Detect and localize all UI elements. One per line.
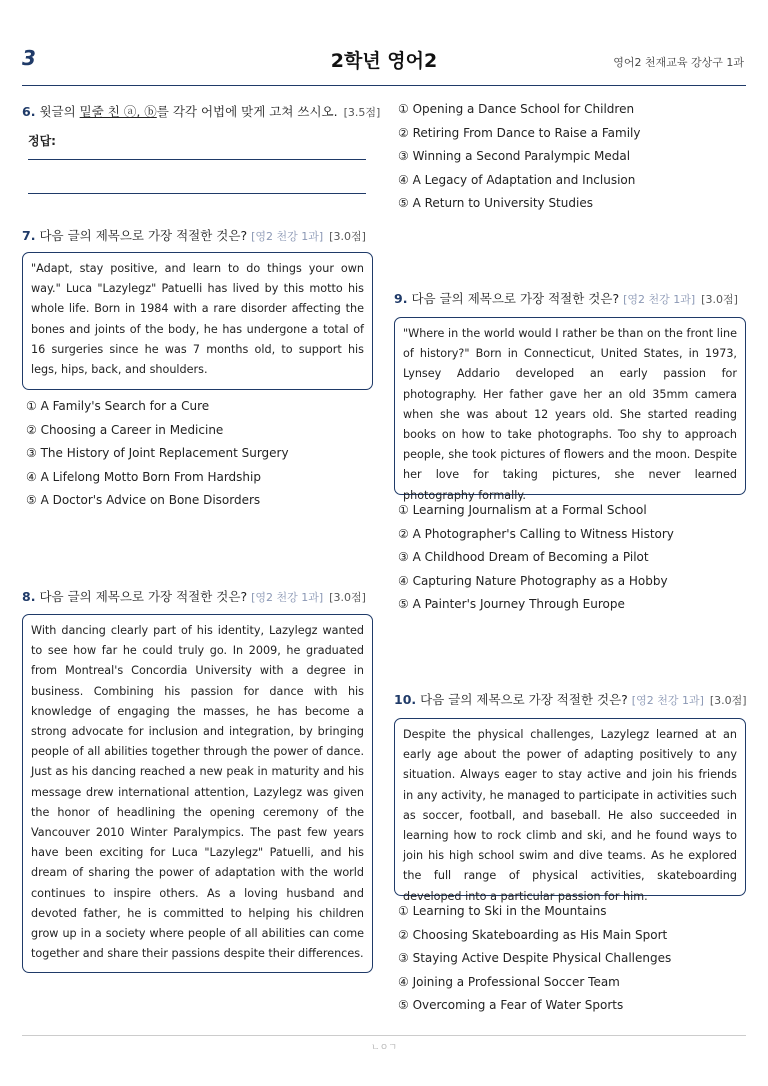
question-6-title [22,102,380,120]
question-9-option-3[interactable]: ③ A Childhood Dream of Becoming a Pilot [398,550,649,565]
page-title: 2학년 영어2 [330,50,438,72]
question-10-option-2[interactable]: ② Choosing Skateboarding as His Main Sport [398,927,668,942]
question-6-points: [3.5점] [343,106,381,119]
question-9-option-1[interactable]: ① Learning Journalism at a Formal School [398,503,647,517]
question-9-points: [3.0점] [701,293,738,306]
question-8-option-5[interactable]: ⑤ A Return to University Studies [398,196,593,211]
question-8-options [398,98,641,216]
question-9-tag: [영2 천강 1과] [623,293,696,306]
question-9-passage: "Where in the world would I rather be than on the front line of history?" Born in Connecticut, United States, in 1973, Lynsey Addario developed an early passion for photography. Her father gave her an old 35mm camera when she was about 12 years old. She started reading books on how to take photographs. Too shy to approach people, she took pictures of flowers and the moon. Despite her love for taking pictures, she never learned photography formally. [394,317,746,495]
question-6-prompt-post: 를 각각 어법에 맞게 고쳐 쓰시오. [156,104,338,119]
question-7-points: [3.0점] [329,230,366,243]
question-10-passage: Despite the physical challenges, Lazylegz learned at an early age about the power of adapting positively to any situation. Always eager to stay active and join his friends in any activity, he managed to participate in activities such as soccer, football, and baseball. He also succeeded in learning how to rock climb and ski, and he found ways to join his high school swim and dive teams. As he explored the full range of physical activities, skateboarding developed into a particular passion for him. [394,718,746,896]
question-9-number: 9. [394,291,408,306]
question-8-passage: With dancing clearly part of his identity, Lazylegz wanted to see how far he could truly go. In 2009, he graduated from Montreal's Concordia University with a degree in business. Combining his passion for dance with his knowledge of engaging the masses, he has become a strong advocate for inclusion and integration, by bringing people of all abilities together through the power of dance. Just as his dancing reached a new peak in maturity and his message drew international attention, Lazylegz was given the honor of headlining the opening ceremony of the Vancouver 2010 Winter Paralympics. The past few years have been exciting for Luca "Lazylegz" Patuelli, and his dream of sharing the power of adaptation with the world continues to inspire others. As a loving husband and devoted father, he is committed to helping his children grow up in a society where people of all abilities can come together and share their passions despite their differences. [22,614,373,973]
question-10-option-3[interactable]: ③ Staying Active Despite Physical Challenges [398,951,672,966]
question-10-option-5[interactable]: ⑤ Overcoming a Fear of Water Sports [398,998,624,1013]
question-8-title [22,587,366,605]
page-header [0,0,768,86]
footer-divider [22,1035,746,1036]
question-7-option-1[interactable]: ① A Family's Search for a Cure [26,399,210,413]
question-10-options [398,900,671,1018]
question-8-option-2[interactable]: ② Retiring From Dance to Raise a Family [398,125,641,140]
question-7-option-2[interactable]: ② Choosing a Career in Medicine [26,422,224,437]
page-number: 3 [22,46,36,70]
question-6-number: 6. [22,104,36,119]
header-divider [22,85,746,86]
question-7-title [22,226,366,244]
question-6-answer-line-1[interactable] [28,159,366,160]
question-10-tag: [영2 천강 1과] [631,694,704,707]
question-9-title [394,289,738,307]
question-6-prompt-pre: 윗글의 [39,104,80,119]
question-9-options [398,499,674,617]
question-7-number: 7. [22,228,36,243]
question-9-option-2[interactable]: ② A Photographer's Calling to Witness History [398,526,674,541]
question-8-prompt: 다음 글의 제목으로 가장 적절한 것은? [39,589,248,604]
question-9-option-4[interactable]: ④ Capturing Nature Photography as a Hobby [398,573,668,588]
question-7-option-5[interactable]: ⑤ A Doctor's Advice on Bone Disorders [26,493,261,508]
question-7-option-3[interactable]: ③ The History of Joint Replacement Surgery [26,446,289,461]
question-6-prompt-underline: 밑줄 친 ⓐ, ⓑ [79,104,157,119]
question-10-prompt: 다음 글의 제목으로 가장 적절한 것은? [420,692,628,707]
question-8-tag: [영2 천강 1과] [251,591,324,604]
footer-mark: ㄴㅇㄱ [370,1043,398,1053]
question-6-answer-label: 정답: [28,134,56,148]
question-10-points: [3.0점] [709,694,747,707]
question-8-option-3[interactable]: ③ Winning a Second Paralympic Medal [398,149,631,164]
question-10-option-1[interactable]: ① Learning to Ski in the Mountains [398,904,607,918]
question-9-option-5[interactable]: ⑤ A Painter's Journey Through Europe [398,597,625,612]
question-7-tag: [영2 천강 1과] [251,230,324,243]
question-8-points: [3.0점] [329,591,366,604]
question-9-prompt: 다음 글의 제목으로 가장 적절한 것은? [411,291,620,306]
page-subtitle: 영어2 천재교육 강상구 1과 [613,56,744,69]
question-7-option-4[interactable]: ④ A Lifelong Motto Born From Hardship [26,469,261,484]
question-8-option-4[interactable]: ④ A Legacy of Adaptation and Inclusion [398,172,636,187]
question-8-option-1[interactable]: ① Opening a Dance School for Children [398,102,635,116]
question-6-answer-line-2[interactable] [28,193,366,194]
question-10-option-4[interactable]: ④ Joining a Professional Soccer Team [398,974,620,989]
question-7-options [26,395,289,513]
question-8-number: 8. [22,589,36,604]
question-7-passage: "Adapt, stay positive, and learn to do things your own way." Luca "Lazylegz" Patuelli has lived by this motto his whole life. Born in 1984 with a rare disorder affecting the bones and joints of the body, he has undergone a total of 16 surgeries since he was 7 months old, to support his legs, hips, back, and shoulders. [22,252,373,390]
question-7-prompt: 다음 글의 제목으로 가장 적절한 것은? [39,228,248,243]
question-10-title [394,690,747,708]
question-10-number: 10. [394,692,417,707]
